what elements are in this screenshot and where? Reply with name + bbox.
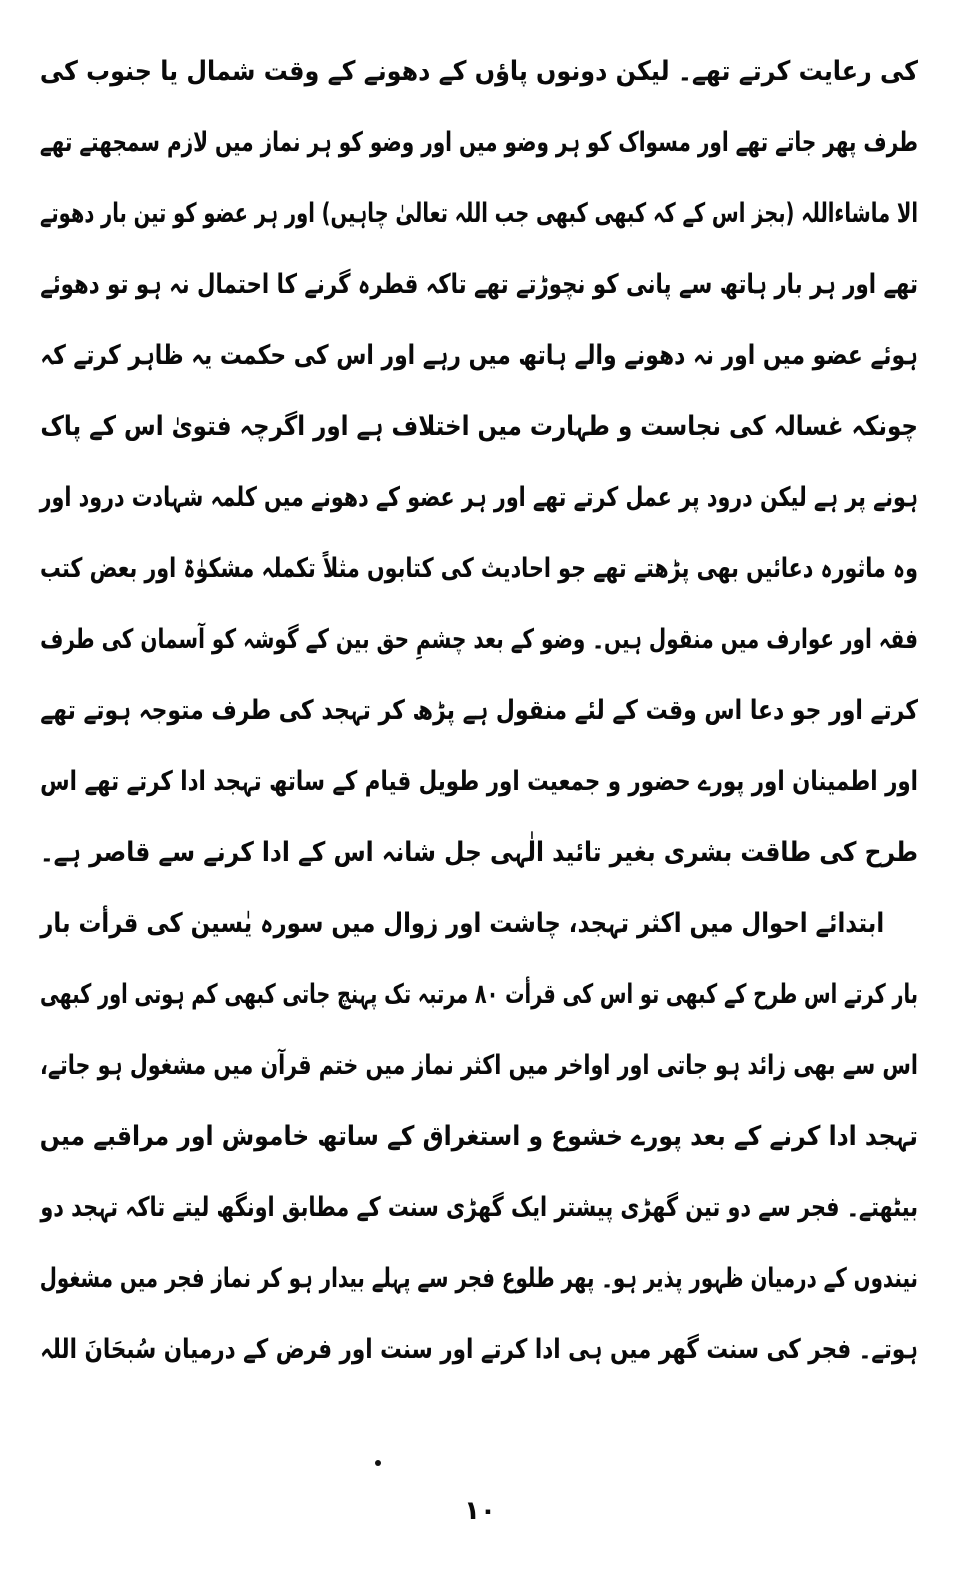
text-line: طرح کی طاقت بشری بغیر تائید الٰہی جل شانہ اس کے ادا کرنے سے قاصر ہے۔ [39,837,918,868]
text-line: اور اطمینان اور پورے حضور و جمعیت اور طویل قیام کے ساتھ تہجد ادا کرتے تھے اس [40,766,919,797]
text-line: ہوئے عضو میں اور نہ دھونے والے ہاتھ میں رہے اور اس کی حکمت یہ ظاہر کرتے کہ [40,340,918,371]
text-line: وہ ماثورہ دعائیں بھی پڑھتے تھے جو احادیث کی کتابوں مثلاً تکملہ مشکوٰۃ اور بعض کتب [40,553,919,584]
text-line: چونکہ غسالہ کی نجاست و طہارت میں اختلاف ہے اور اگرچہ فتویٰ اس کے پاک [40,411,919,442]
page-number: ۱۰ [464,1496,496,1526]
text-line: ابتدائے احوال میں اکثر تہجد، چاشت اور زوال میں سورہ یٰسین کی قرأت بار [40,908,885,939]
text-line: کی رعایت کرتے تھے۔ لیکن دونوں پاؤں کے دھونے کے وقت شمال یا جنوب کی [39,56,919,87]
text-line: بار کرتے اس طرح کے کبھی تو اس کی قرأت ۸۰ مرتبہ تک پہنچ جاتی کبھی کم ہوتی اور کبھی [39,979,918,1010]
text-line: کرتے اور جو دعا اس وقت کے لئے منقول ہے پڑھ کر تہجد کی طرف متوجہ ہوتے تھے [40,695,918,726]
text-line: فقہ اور عوارف میں منقول ہیں۔ وضو کے بعد چشمِ حق بین کے گوشہ کو آسمان کی طرف [40,624,918,655]
text-line: اس سے بھی زائد ہو جاتی اور اواخر میں اکثر نماز میں ختم قرآن میں مشغول ہو جاتے، [40,1050,919,1081]
text-line: ہوتے۔ فجر کی سنت گھر میں ہی ادا کرتے اور سنت اور فرض کے درمیان سُبحَانَ اللہ [40,1334,919,1365]
text-block [40,36,918,1385]
text-line: تہجد ادا کرنے کے بعد پورے خشوع و استغراق کے ساتھ خاموش اور مراقبے میں [39,1121,919,1152]
text-line: الا ماشاءاللہ (بجز اس کے کہ کبھی کبھی جب اللہ تعالیٰ چاہیں) اور ہر عضو کو تین بار دھوتے [39,198,918,229]
text-line: طرف پھر جاتے تھے اور مسواک کو ہر وضو میں اور وضو کو ہر نماز میں لازم سمجھتے تھے [39,127,919,158]
text-line: ہونے پر ہے لیکن درود پر عمل کرتے تھے اور ہر عضو کے دھونے میں کلمہ شہادت درود اور [39,482,918,513]
text-line: نیندوں کے درمیان ظہور پذیر ہو۔ پھر طلوع فجر سے پہلے بیدار ہو کر نماز فجر میں مشغول [39,1263,918,1294]
text-line: تھے اور ہر بار ہاتھ سے پانی کو نچوڑتے تھے تاکہ قطرہ گرنے کا احتمال نہ ہو تو دھوئے [40,269,918,300]
text-line: بیٹھتے۔ فجر سے دو تین گھڑی پیشتر ایک گھڑی سنت کے مطابق اونگھ لیتے تاکہ تہجد دو [40,1192,918,1223]
ink-dot [375,1460,381,1466]
